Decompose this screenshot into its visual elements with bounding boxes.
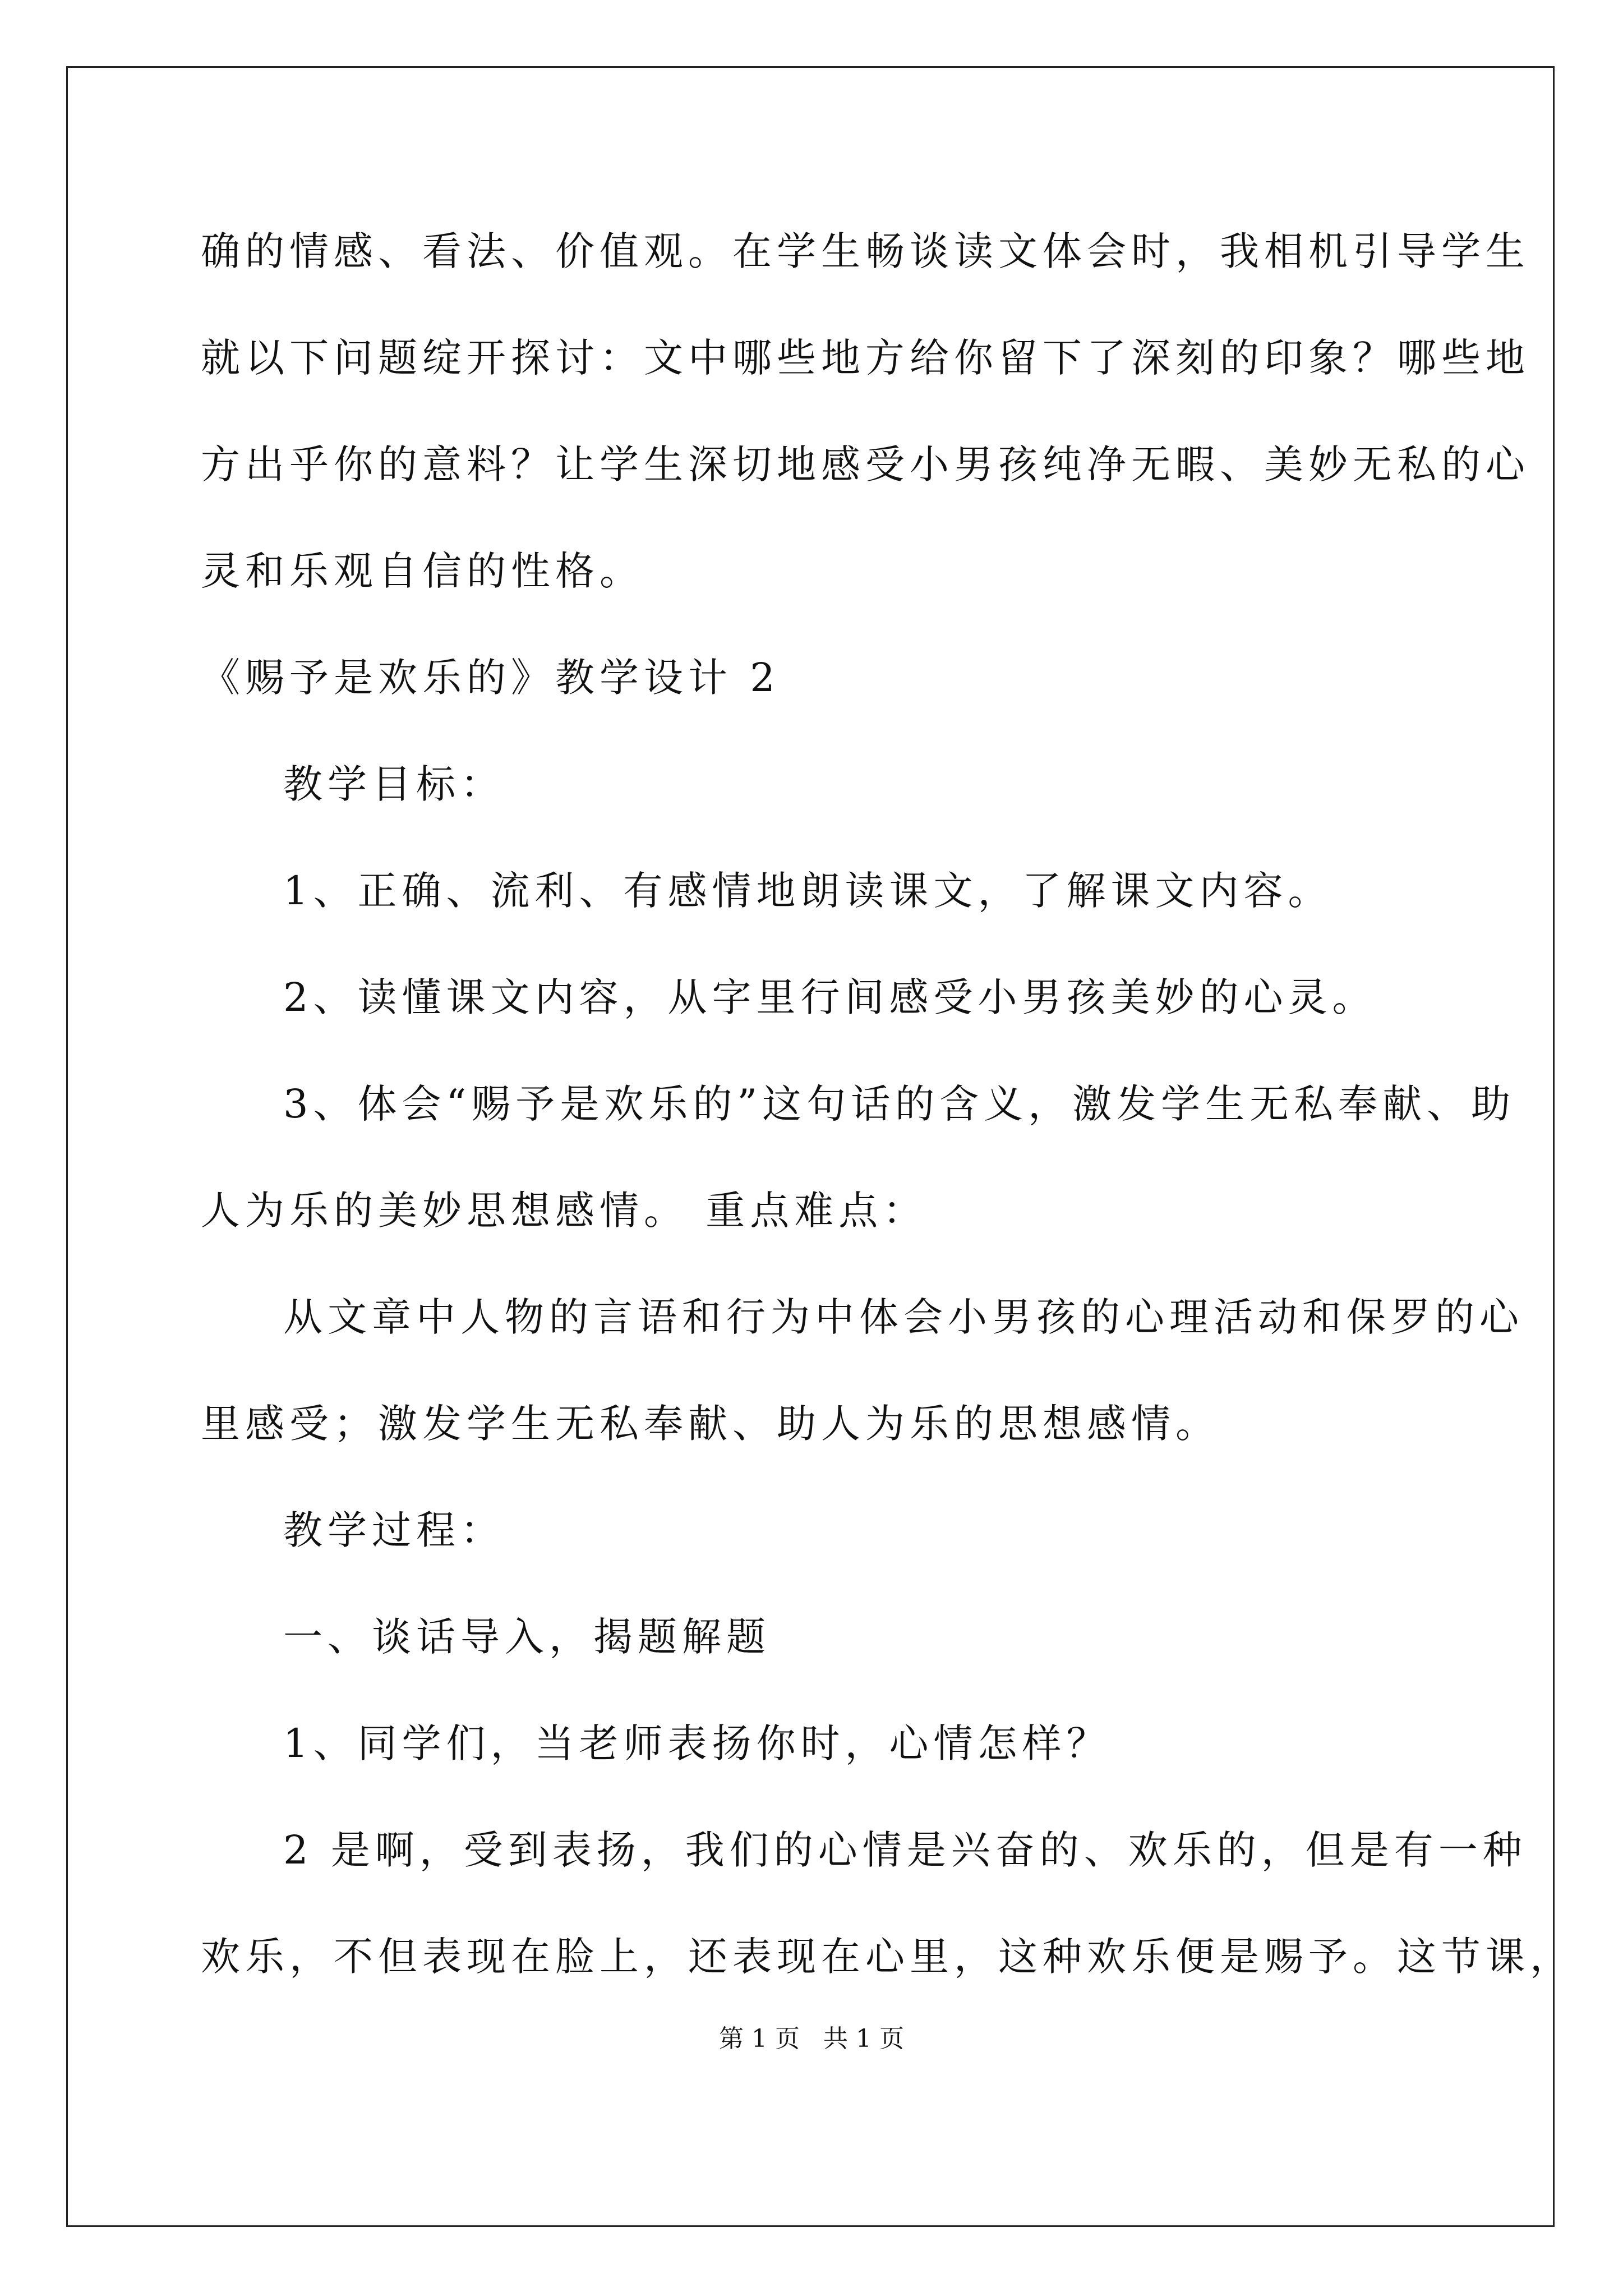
paragraph-line: 就以下问题绽开探讨：文中哪些地方给你留下了深刻的印象？哪些地 xyxy=(201,335,1530,381)
page-border xyxy=(66,66,1555,2227)
heading-teaching-process: 教学过程： xyxy=(283,1507,505,1553)
paragraph-line: 2 是啊，受到表扬，我们的心情是兴奋的、欢乐的，但是有一种 xyxy=(283,1827,1527,1873)
heading-teaching-goals: 教学目标： xyxy=(283,761,505,807)
goal-item-3: 3、体会“赐予是欢乐的”这句话的含义，激发学生无私奉献、助 xyxy=(283,1081,1516,1127)
goal-item-1: 1、正确、流利、有感情地朗读课文，了解课文内容。 xyxy=(283,868,1332,914)
paragraph-line: 灵和乐观自信的性格。 xyxy=(201,548,644,594)
goal-item-2: 2、读懂课文内容，从字里行间感受小男孩美妙的心灵。 xyxy=(283,974,1377,1020)
paragraph-line: 1、同学们，当老师表扬你时，心情怎样？ xyxy=(283,1720,1111,1766)
paragraph-line: 里感受；激发学生无私奉献、助人为乐的思想感情。 xyxy=(201,1401,1220,1447)
paragraph-line: 从文章中人物的言语和行为中体会小男孩的心理活动和保罗的心 xyxy=(283,1294,1524,1340)
subheading-intro: 一、谈话导入，揭题解题 xyxy=(283,1614,771,1660)
paragraph-line: 确的情感、看法、价值观。在学生畅谈读文体会时，我相机引导学生 xyxy=(201,228,1530,274)
paragraph-line: 欢乐，不但表现在脸上，还表现在心里，这种欢乐便是赐予。这节课， xyxy=(201,1934,1574,1980)
page-number-footer: 第 1 页 共 1 页 xyxy=(719,2024,904,2053)
section-title: 《赐予是欢乐的》教学设计 2 xyxy=(201,655,780,701)
paragraph-line: 方出乎你的意料？让学生深切地感受小男孩纯净无暇、美妙无私的心 xyxy=(201,441,1530,487)
paragraph-line: 人为乐的美妙思想感情。 重点难点： xyxy=(201,1188,928,1234)
